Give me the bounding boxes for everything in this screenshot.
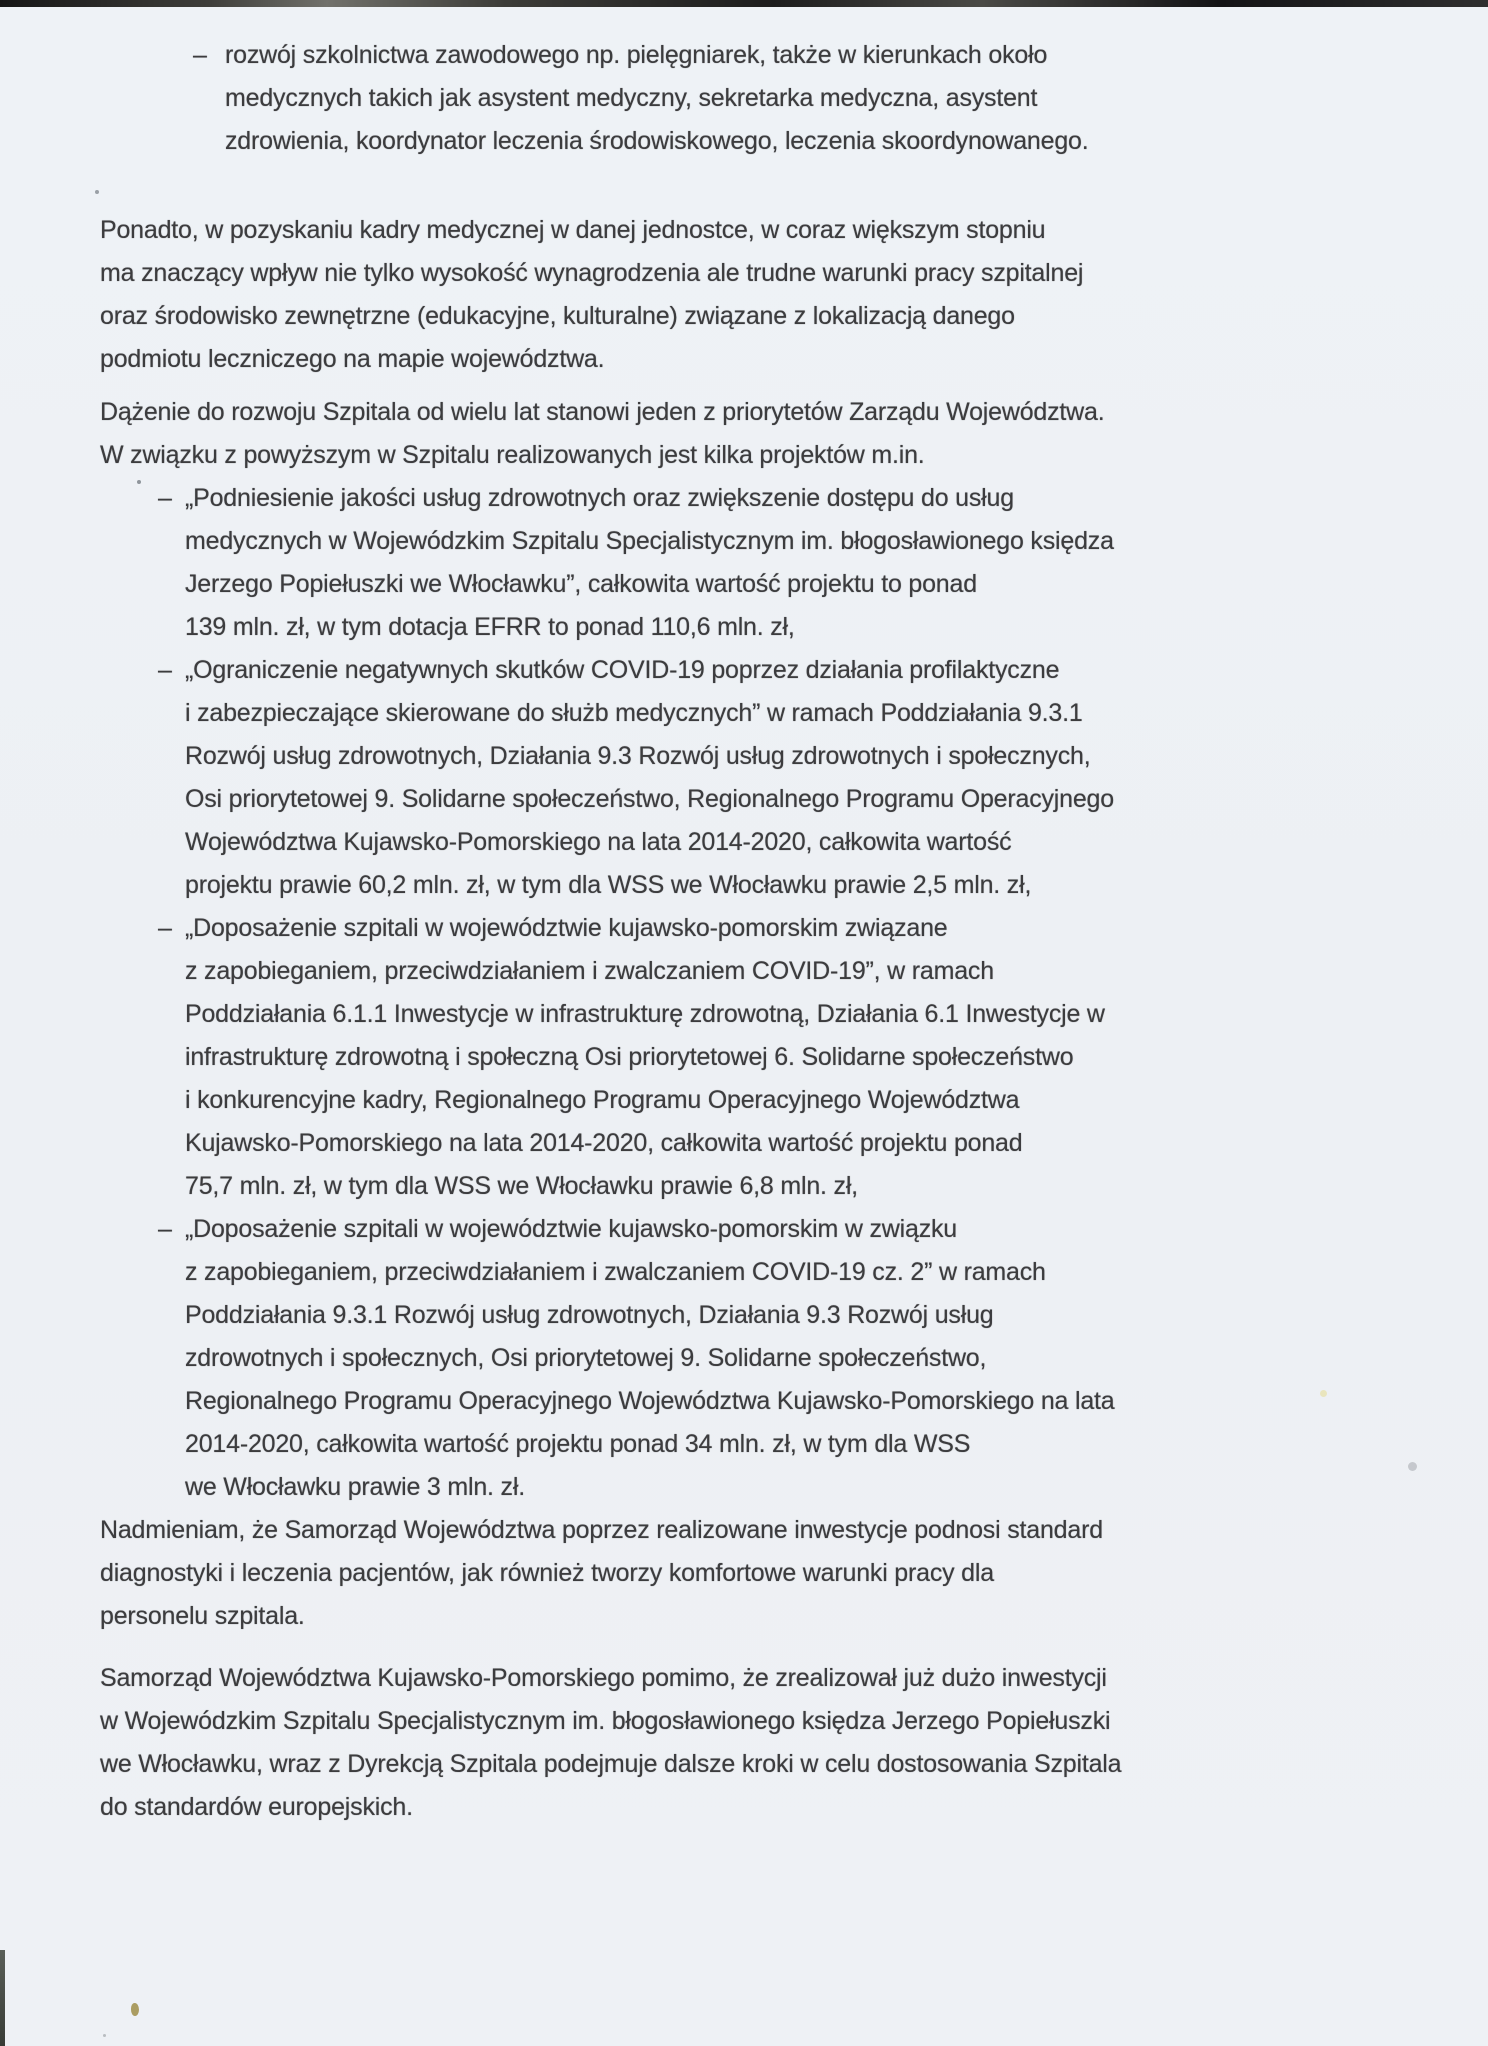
bullet-dash-icon: –	[158, 484, 172, 512]
text-line: i zabezpieczające skierowane do służb medycznych” w ramach Poddziałania 9.3.1	[185, 699, 1083, 727]
paragraph	[100, 1509, 1250, 1638]
block-lines	[100, 209, 1250, 381]
text-line: z zapobieganiem, przeciwdziałaniem i zwalczaniem COVID-19 cz. 2” w ramach	[185, 1258, 1046, 1286]
text-line: personelu szpitala.	[100, 1602, 305, 1630]
bullet-item	[100, 907, 1250, 1208]
text-line: we Włocławku, wraz z Dyrekcją Szpitala podejmuje dalsze kroki w celu dostosowania Szpitala	[100, 1750, 1122, 1778]
text-line: z zapobieganiem, przeciwdziałaniem i zwalczaniem COVID-19”, w ramach	[185, 957, 994, 985]
text-line: „Ograniczenie negatywnych skutków COVID-19 poprzez działania profilaktyczne	[185, 656, 1060, 684]
text-line: Samorząd Województwa Kujawsko-Pomorskiego pomimo, że zrealizował już dużo inwestycji	[100, 1664, 1107, 1692]
bullet-item	[100, 477, 1250, 649]
block-lines	[185, 477, 1250, 649]
scan-speck	[1320, 1390, 1327, 1397]
text-line: 2014-2020, całkowita wartość projektu ponad 34 mln. zł, w tym dla WSS	[185, 1430, 971, 1458]
text-line: rozwój szkolnictwa zawodowego np. pielęgniarek, także w kierunkach około	[225, 41, 1048, 69]
text-line: „Podniesienie jakości usług zdrowotnych oraz zwiększenie dostępu do usług	[185, 484, 1014, 512]
text-line: we Włocławku prawie 3 mln. zł.	[185, 1473, 525, 1501]
block-lines	[185, 1208, 1250, 1509]
text-line: i konkurencyjne kadry, Regionalnego Programu Operacyjnego Województwa	[185, 1086, 1020, 1114]
bullet-dash-icon: –	[158, 914, 172, 942]
block-lines	[100, 1509, 1250, 1638]
block-lines	[185, 649, 1250, 907]
bullet-dash-icon: –	[158, 656, 172, 684]
scan-edge-top	[0, 0, 1488, 7]
bullet-dash-icon: –	[193, 41, 207, 69]
text-line: projektu prawie 60,2 mln. zł, w tym dla WSS we Włocławku prawie 2,5 mln. zł,	[185, 871, 1032, 899]
block-lines	[185, 907, 1250, 1208]
bullet-item	[100, 1208, 1250, 1509]
document-body	[100, 34, 1250, 1829]
text-line: medycznych w Wojewódzkim Szpitalu Specjalistycznym im. błogosławionego księdza	[185, 527, 1114, 555]
scan-speck	[95, 190, 99, 194]
text-line: Osi priorytetowej 9. Solidarne społeczeństwo, Regionalnego Programu Operacyjnego	[185, 785, 1114, 813]
text-line: Rozwój usług zdrowotnych, Działania 9.3 Rozwój usług zdrowotnych i społecznych,	[185, 742, 1091, 770]
text-line: w Wojewódzkim Szpitalu Specjalistycznym im. błogosławionego księdza Jerzego Popiełuszki	[100, 1707, 1111, 1735]
text-line: 139 mln. zł, w tym dotacja EFRR to ponad 110,6 mln. zł,	[185, 613, 795, 641]
paragraph	[100, 391, 1250, 477]
text-line: Poddziałania 9.3.1 Rozwój usług zdrowotnych, Działania 9.3 Rozwój usług	[185, 1301, 994, 1329]
scan-speck	[1408, 1462, 1417, 1471]
text-line: 75,7 mln. zł, w tym dla WSS we Włocławku prawie 6,8 mln. zł,	[185, 1172, 858, 1200]
scan-speck	[131, 2003, 139, 2016]
text-line: W związku z powyższym w Szpitalu realizowanych jest kilka projektów m.in.	[100, 441, 925, 469]
scan-speck	[103, 2034, 106, 2037]
block-lines	[100, 1657, 1250, 1829]
text-line: do standardów europejskich.	[100, 1793, 413, 1821]
text-line: Województwa Kujawsko-Pomorskiego na lata 2014-2020, całkowita wartość	[185, 828, 1012, 856]
text-line: infrastrukturę zdrowotną i społeczną Osi priorytetowej 6. Solidarne społeczeństwo	[185, 1043, 1074, 1071]
text-line: Poddziałania 6.1.1 Inwestycje w infrastrukturę zdrowotną, Działania 6.1 Inwestycje w	[185, 1000, 1105, 1028]
scan-edge-left	[0, 1950, 5, 2046]
text-line: medycznych takich jak asystent medyczny, sekretarka medyczna, asystent	[225, 84, 1038, 112]
paragraph	[100, 1657, 1250, 1829]
text-line: Ponadto, w pozyskaniu kadry medycznej w danej jednostce, w coraz większym stopniu	[100, 216, 1046, 244]
bullet-dash-icon: –	[158, 1215, 172, 1243]
text-line: zdrowienia, koordynator leczenia środowiskowego, leczenia skoordynowanego.	[225, 127, 1089, 155]
paragraph	[100, 209, 1250, 381]
text-line: Kujawsko-Pomorskiego na lata 2014-2020, całkowita wartość projektu ponad	[185, 1129, 1023, 1157]
text-line: „Doposażenie szpitali w województwie kujawsko-pomorskim w związku	[185, 1215, 957, 1243]
text-line: diagnostyki i leczenia pacjentów, jak również tworzy komfortowe warunki pracy dla	[100, 1559, 994, 1587]
bullet-item	[100, 649, 1250, 907]
text-line: Jerzego Popiełuszki we Włocławku”, całkowita wartość projektu to ponad	[185, 570, 977, 598]
text-line: Nadmieniam, że Samorząd Województwa poprzez realizowane inwestycje podnosi standard	[100, 1516, 1103, 1544]
block-lines	[100, 391, 1250, 477]
text-line: podmiotu leczniczego na mapie województwa.	[100, 345, 605, 373]
text-line: „Doposażenie szpitali w województwie kujawsko-pomorskim związane	[185, 914, 948, 942]
text-line: Regionalnego Programu Operacyjnego Województwa Kujawsko-Pomorskiego na lata	[185, 1387, 1115, 1415]
text-line: zdrowotnych i społecznych, Osi priorytetowej 9. Solidarne społeczeństwo,	[185, 1344, 987, 1372]
bullet-item	[100, 34, 1250, 163]
text-line: ma znaczący wpływ nie tylko wysokość wynagrodzenia ale trudne warunki pracy szpitalnej	[100, 259, 1084, 287]
text-line: oraz środowisko zewnętrzne (edukacyjne, kulturalne) związane z lokalizacją danego	[100, 302, 1015, 330]
text-line: Dążenie do rozwoju Szpitala od wielu lat stanowi jeden z priorytetów Zarządu Województwa.	[100, 398, 1105, 426]
block-lines	[225, 34, 1250, 163]
